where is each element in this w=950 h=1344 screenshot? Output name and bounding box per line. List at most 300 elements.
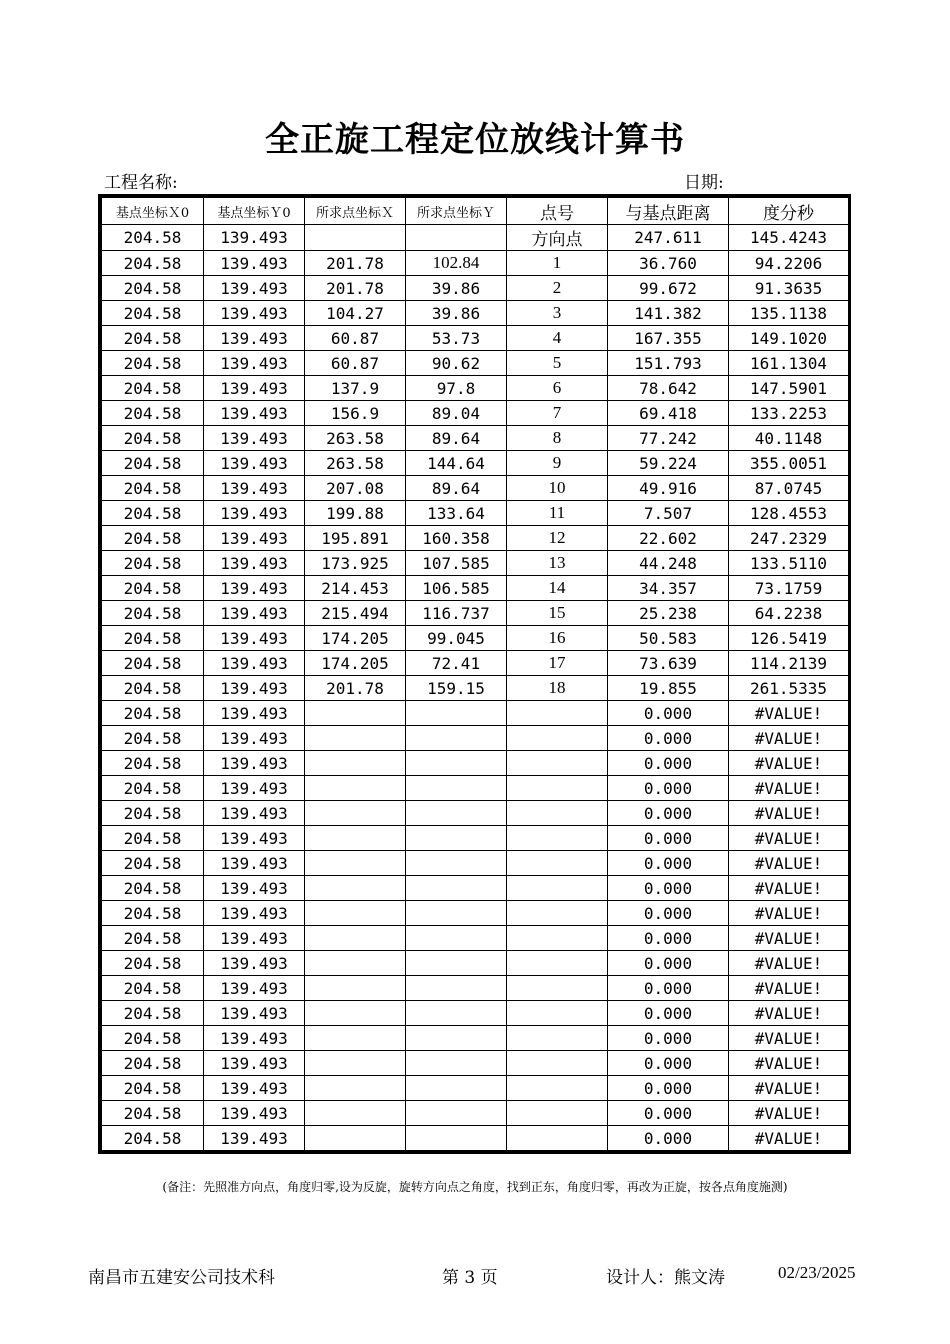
- cell-target-y: [406, 801, 507, 826]
- cell-angle-dms: 261.5335: [729, 676, 849, 701]
- cell-target-y: [406, 876, 507, 901]
- cell-point-no: [507, 1001, 608, 1026]
- cell-base-y: 139.493: [204, 1126, 305, 1151]
- cell-base-x: 204.58: [102, 651, 204, 676]
- cell-distance: 0.000: [608, 701, 729, 726]
- cell-angle-dms: 147.5901: [729, 376, 849, 401]
- cell-distance: 0.000: [608, 951, 729, 976]
- cell-distance: 0.000: [608, 1026, 729, 1051]
- cell-target-x: [305, 951, 406, 976]
- table-row: [102, 426, 849, 451]
- cell-target-y: 89.64: [406, 476, 507, 501]
- cell-target-x: [305, 1076, 406, 1101]
- cell-point-no: [507, 851, 608, 876]
- cell-angle-dms: #VALUE!: [729, 976, 849, 1001]
- cell-target-x: [305, 1001, 406, 1026]
- cell-angle-dms: #VALUE!: [729, 926, 849, 951]
- cell-base-x: 204.58: [102, 826, 204, 851]
- cell-target-y: 107.585: [406, 551, 507, 576]
- cell-angle-dms: 145.4243: [729, 225, 849, 251]
- cell-point-no: 4: [507, 326, 608, 351]
- cell-base-x: 204.58: [102, 526, 204, 551]
- cell-base-y: 139.493: [204, 1101, 305, 1126]
- cell-point-no: 3: [507, 301, 608, 326]
- cell-distance: 50.583: [608, 626, 729, 651]
- cell-point-no: 方向点: [507, 225, 608, 251]
- cell-angle-dms: 40.1148: [729, 426, 849, 451]
- cell-base-y: 139.493: [204, 751, 305, 776]
- cell-target-x: [305, 225, 406, 251]
- cell-base-x: 204.58: [102, 951, 204, 976]
- table-row: [102, 901, 849, 926]
- cell-target-y: [406, 1126, 507, 1151]
- cell-point-no: [507, 701, 608, 726]
- cell-target-y: 39.86: [406, 276, 507, 301]
- cell-target-x: [305, 926, 406, 951]
- cell-angle-dms: 355.0051: [729, 451, 849, 476]
- header-point-no: 点号: [507, 198, 608, 225]
- cell-angle-dms: 94.2206: [729, 251, 849, 276]
- footer-designer: 设计人：熊文涛: [606, 1268, 725, 1288]
- cell-angle-dms: 73.1759: [729, 576, 849, 601]
- cell-target-y: [406, 926, 507, 951]
- cell-base-y: 139.493: [204, 676, 305, 701]
- cell-base-x: 204.58: [102, 276, 204, 301]
- table-row: [102, 626, 849, 651]
- cell-base-x: 204.58: [102, 751, 204, 776]
- cell-distance: 99.672: [608, 276, 729, 301]
- table-row: [102, 551, 849, 576]
- table-row: [102, 701, 849, 726]
- header-target-x: 所求点坐标Ｘ: [305, 198, 406, 225]
- cell-base-y: 139.493: [204, 1026, 305, 1051]
- cell-base-x: 204.58: [102, 476, 204, 501]
- cell-base-y: 139.493: [204, 526, 305, 551]
- cell-point-no: 18: [507, 676, 608, 701]
- cell-base-x: 204.58: [102, 701, 204, 726]
- cell-point-no: 13: [507, 551, 608, 576]
- cell-base-y: 139.493: [204, 601, 305, 626]
- cell-base-y: 139.493: [204, 951, 305, 976]
- footer-page-number: 第 3 页: [442, 1268, 498, 1288]
- cell-angle-dms: 247.2329: [729, 526, 849, 551]
- cell-angle-dms: #VALUE!: [729, 1101, 849, 1126]
- cell-base-x: 204.58: [102, 1076, 204, 1101]
- cell-base-y: 139.493: [204, 1001, 305, 1026]
- cell-angle-dms: 87.0745: [729, 476, 849, 501]
- header-distance: 与基点距离: [608, 198, 729, 225]
- cell-target-x: 263.58: [305, 426, 406, 451]
- table-row: [102, 401, 849, 426]
- cell-target-x: [305, 1026, 406, 1051]
- cell-base-x: 204.58: [102, 401, 204, 426]
- cell-base-y: 139.493: [204, 576, 305, 601]
- table-row: [102, 726, 849, 751]
- cell-angle-dms: 133.5110: [729, 551, 849, 576]
- cell-distance: 34.357: [608, 576, 729, 601]
- footer-date: 02/23/2025: [778, 1263, 856, 1282]
- cell-angle-dms: #VALUE!: [729, 726, 849, 751]
- cell-point-no: [507, 1076, 608, 1101]
- cell-target-y: 159.15: [406, 676, 507, 701]
- cell-base-x: 204.58: [102, 551, 204, 576]
- cell-angle-dms: #VALUE!: [729, 951, 849, 976]
- cell-point-no: [507, 876, 608, 901]
- cell-angle-dms: 64.2238: [729, 601, 849, 626]
- cell-target-x: 201.78: [305, 676, 406, 701]
- cell-distance: 77.242: [608, 426, 729, 451]
- header-base-y: 基点坐标Ｙ0: [204, 198, 305, 225]
- cell-target-x: [305, 851, 406, 876]
- cell-point-no: [507, 1101, 608, 1126]
- cell-distance: 247.611: [608, 225, 729, 251]
- cell-target-y: [406, 776, 507, 801]
- table-row: [102, 801, 849, 826]
- cell-point-no: 16: [507, 626, 608, 651]
- table-row: [102, 225, 849, 251]
- page-title: 全正旋工程定位放线计算书: [265, 120, 685, 160]
- table-row: [102, 651, 849, 676]
- cell-point-no: 9: [507, 451, 608, 476]
- cell-distance: 167.355: [608, 326, 729, 351]
- table-row: [102, 676, 849, 701]
- cell-base-y: 139.493: [204, 976, 305, 1001]
- cell-point-no: 7: [507, 401, 608, 426]
- cell-point-no: [507, 826, 608, 851]
- cell-base-y: 139.493: [204, 551, 305, 576]
- cell-distance: 78.642: [608, 376, 729, 401]
- cell-base-y: 139.493: [204, 926, 305, 951]
- table-row: [102, 1101, 849, 1126]
- cell-point-no: [507, 1051, 608, 1076]
- cell-base-x: 204.58: [102, 376, 204, 401]
- cell-point-no: 12: [507, 526, 608, 551]
- cell-point-no: [507, 801, 608, 826]
- cell-target-y: 39.86: [406, 301, 507, 326]
- cell-point-no: 5: [507, 351, 608, 376]
- cell-target-x: [305, 826, 406, 851]
- cell-angle-dms: #VALUE!: [729, 1051, 849, 1076]
- table-row: [102, 526, 849, 551]
- cell-target-x: 104.27: [305, 301, 406, 326]
- cell-distance: 0.000: [608, 776, 729, 801]
- cell-base-x: 204.58: [102, 726, 204, 751]
- cell-target-y: 102.84: [406, 251, 507, 276]
- table-row: [102, 301, 849, 326]
- cell-distance: 0.000: [608, 826, 729, 851]
- cell-distance: 0.000: [608, 876, 729, 901]
- cell-base-x: 204.58: [102, 626, 204, 651]
- cell-angle-dms: #VALUE!: [729, 776, 849, 801]
- cell-point-no: [507, 1026, 608, 1051]
- cell-target-x: 214.453: [305, 576, 406, 601]
- table-row: [102, 376, 849, 401]
- cell-target-x: 60.87: [305, 351, 406, 376]
- cell-target-x: [305, 1051, 406, 1076]
- cell-angle-dms: #VALUE!: [729, 801, 849, 826]
- cell-base-x: 204.58: [102, 1101, 204, 1126]
- cell-base-x: 204.58: [102, 576, 204, 601]
- cell-target-y: [406, 701, 507, 726]
- table-row: [102, 476, 849, 501]
- table-row: [102, 326, 849, 351]
- cell-distance: 7.507: [608, 501, 729, 526]
- cell-base-y: 139.493: [204, 801, 305, 826]
- cell-target-y: [406, 1076, 507, 1101]
- cell-base-y: 139.493: [204, 301, 305, 326]
- cell-base-y: 139.493: [204, 776, 305, 801]
- cell-target-x: [305, 701, 406, 726]
- cell-point-no: 11: [507, 501, 608, 526]
- table-row: [102, 951, 849, 976]
- table-row: [102, 776, 849, 801]
- cell-base-y: 139.493: [204, 251, 305, 276]
- cell-target-y: 89.04: [406, 401, 507, 426]
- cell-base-x: 204.58: [102, 1051, 204, 1076]
- cell-point-no: [507, 901, 608, 926]
- cell-base-y: 139.493: [204, 225, 305, 251]
- cell-distance: 25.238: [608, 601, 729, 626]
- cell-distance: 0.000: [608, 751, 729, 776]
- cell-distance: 0.000: [608, 901, 729, 926]
- cell-target-x: 60.87: [305, 326, 406, 351]
- cell-target-x: [305, 726, 406, 751]
- cell-distance: 0.000: [608, 976, 729, 1001]
- cell-base-x: 204.58: [102, 451, 204, 476]
- remark-note: (备注：先照准方向点，角度归零,设为反旋，旋转方向点之角度，找到正东，角度归零，再改为正旋，按各点角度施测): [162, 1180, 788, 1194]
- cell-angle-dms: #VALUE!: [729, 851, 849, 876]
- cell-target-y: [406, 976, 507, 1001]
- cell-angle-dms: #VALUE!: [729, 1126, 849, 1151]
- cell-base-y: 139.493: [204, 901, 305, 926]
- cell-target-y: [406, 851, 507, 876]
- table-header-row: [102, 198, 849, 225]
- cell-target-y: [406, 726, 507, 751]
- cell-target-x: [305, 876, 406, 901]
- cell-target-y: [406, 751, 507, 776]
- cell-point-no: [507, 951, 608, 976]
- cell-point-no: [507, 926, 608, 951]
- cell-target-x: 195.891: [305, 526, 406, 551]
- table-row: [102, 576, 849, 601]
- cell-target-y: 133.64: [406, 501, 507, 526]
- cell-base-x: 204.58: [102, 1126, 204, 1151]
- header-angle-dms: 度分秒: [729, 198, 849, 225]
- cell-distance: 0.000: [608, 726, 729, 751]
- cell-angle-dms: 126.5419: [729, 626, 849, 651]
- cell-base-y: 139.493: [204, 651, 305, 676]
- cell-base-y: 139.493: [204, 826, 305, 851]
- cell-target-x: 207.08: [305, 476, 406, 501]
- cell-base-x: 204.58: [102, 351, 204, 376]
- table-row: [102, 976, 849, 1001]
- cell-distance: 0.000: [608, 1126, 729, 1151]
- cell-distance: 22.602: [608, 526, 729, 551]
- cell-base-x: 204.58: [102, 225, 204, 251]
- cell-distance: 141.382: [608, 301, 729, 326]
- cell-target-y: [406, 901, 507, 926]
- cell-point-no: 6: [507, 376, 608, 401]
- cell-point-no: 17: [507, 651, 608, 676]
- cell-distance: 0.000: [608, 1001, 729, 1026]
- table-row: [102, 451, 849, 476]
- cell-target-x: 263.58: [305, 451, 406, 476]
- cell-target-y: 90.62: [406, 351, 507, 376]
- cell-target-y: [406, 225, 507, 251]
- cell-target-y: 144.64: [406, 451, 507, 476]
- cell-target-x: 201.78: [305, 276, 406, 301]
- date-label: 日期:: [684, 173, 724, 193]
- cell-angle-dms: #VALUE!: [729, 876, 849, 901]
- table-row: [102, 501, 849, 526]
- cell-base-y: 139.493: [204, 476, 305, 501]
- footer-company: 南昌市五建安公司技术科: [88, 1268, 275, 1288]
- cell-target-x: [305, 1126, 406, 1151]
- cell-base-y: 139.493: [204, 626, 305, 651]
- cell-target-y: 97.8: [406, 376, 507, 401]
- cell-base-x: 204.58: [102, 801, 204, 826]
- cell-target-x: [305, 1101, 406, 1126]
- header-target-y: 所求点坐标Ｙ: [406, 198, 507, 225]
- cell-angle-dms: #VALUE!: [729, 751, 849, 776]
- cell-point-no: [507, 976, 608, 1001]
- calculation-table: [101, 197, 849, 1151]
- cell-base-y: 139.493: [204, 426, 305, 451]
- cell-point-no: [507, 1126, 608, 1151]
- cell-angle-dms: #VALUE!: [729, 1076, 849, 1101]
- table-row: [102, 1051, 849, 1076]
- cell-distance: 49.916: [608, 476, 729, 501]
- cell-distance: 69.418: [608, 401, 729, 426]
- cell-distance: 36.760: [608, 251, 729, 276]
- cell-distance: 0.000: [608, 1101, 729, 1126]
- cell-base-x: 204.58: [102, 776, 204, 801]
- cell-target-x: 137.9: [305, 376, 406, 401]
- cell-distance: 0.000: [608, 801, 729, 826]
- cell-base-y: 139.493: [204, 376, 305, 401]
- cell-target-y: [406, 1001, 507, 1026]
- cell-point-no: [507, 751, 608, 776]
- cell-base-y: 139.493: [204, 276, 305, 301]
- cell-base-y: 139.493: [204, 401, 305, 426]
- cell-target-y: [406, 1026, 507, 1051]
- cell-target-x: 215.494: [305, 601, 406, 626]
- cell-target-y: 53.73: [406, 326, 507, 351]
- table-row: [102, 1001, 849, 1026]
- cell-base-x: 204.58: [102, 426, 204, 451]
- cell-angle-dms: 149.1020: [729, 326, 849, 351]
- cell-angle-dms: 114.2139: [729, 651, 849, 676]
- table-row: [102, 351, 849, 376]
- cell-target-x: 201.78: [305, 251, 406, 276]
- cell-point-no: 14: [507, 576, 608, 601]
- cell-target-y: 99.045: [406, 626, 507, 651]
- cell-base-x: 204.58: [102, 251, 204, 276]
- cell-distance: 44.248: [608, 551, 729, 576]
- cell-target-y: 160.358: [406, 526, 507, 551]
- cell-target-y: [406, 826, 507, 851]
- cell-angle-dms: 91.3635: [729, 276, 849, 301]
- cell-base-x: 204.58: [102, 976, 204, 1001]
- cell-target-y: [406, 1051, 507, 1076]
- table-row: [102, 1126, 849, 1151]
- cell-target-x: [305, 901, 406, 926]
- cell-base-x: 204.58: [102, 326, 204, 351]
- cell-base-y: 139.493: [204, 876, 305, 901]
- cell-point-no: 2: [507, 276, 608, 301]
- cell-base-x: 204.58: [102, 501, 204, 526]
- cell-base-y: 139.493: [204, 1051, 305, 1076]
- cell-target-y: 106.585: [406, 576, 507, 601]
- cell-target-y: [406, 951, 507, 976]
- cell-distance: 0.000: [608, 926, 729, 951]
- cell-base-y: 139.493: [204, 851, 305, 876]
- table-row: [102, 926, 849, 951]
- cell-target-x: [305, 776, 406, 801]
- cell-base-y: 139.493: [204, 501, 305, 526]
- cell-angle-dms: 133.2253: [729, 401, 849, 426]
- cell-base-x: 204.58: [102, 1001, 204, 1026]
- cell-base-x: 204.58: [102, 601, 204, 626]
- table-row: [102, 1026, 849, 1051]
- cell-base-y: 139.493: [204, 726, 305, 751]
- cell-base-y: 139.493: [204, 326, 305, 351]
- cell-point-no: [507, 776, 608, 801]
- cell-target-x: 156.9: [305, 401, 406, 426]
- cell-angle-dms: #VALUE!: [729, 1026, 849, 1051]
- table-row: [102, 1076, 849, 1101]
- cell-target-x: 174.205: [305, 651, 406, 676]
- cell-distance: 0.000: [608, 1051, 729, 1076]
- table-row: [102, 876, 849, 901]
- cell-target-y: 89.64: [406, 426, 507, 451]
- cell-angle-dms: #VALUE!: [729, 1001, 849, 1026]
- cell-angle-dms: #VALUE!: [729, 901, 849, 926]
- cell-angle-dms: #VALUE!: [729, 701, 849, 726]
- cell-target-y: 116.737: [406, 601, 507, 626]
- cell-base-x: 204.58: [102, 1026, 204, 1051]
- cell-base-x: 204.58: [102, 876, 204, 901]
- cell-target-x: 173.925: [305, 551, 406, 576]
- table-row: [102, 826, 849, 851]
- cell-angle-dms: 128.4553: [729, 501, 849, 526]
- cell-distance: 19.855: [608, 676, 729, 701]
- cell-angle-dms: 161.1304: [729, 351, 849, 376]
- cell-target-x: [305, 801, 406, 826]
- cell-distance: 0.000: [608, 1076, 729, 1101]
- cell-distance: 73.639: [608, 651, 729, 676]
- header-base-x: 基点坐标Ｘ0: [102, 198, 204, 225]
- cell-point-no: 10: [507, 476, 608, 501]
- cell-point-no: [507, 726, 608, 751]
- cell-base-x: 204.58: [102, 301, 204, 326]
- project-name-label: 工程名称:: [104, 173, 178, 193]
- cell-target-x: [305, 751, 406, 776]
- cell-angle-dms: #VALUE!: [729, 826, 849, 851]
- cell-target-x: [305, 976, 406, 1001]
- cell-distance: 0.000: [608, 851, 729, 876]
- cell-target-y: [406, 1101, 507, 1126]
- calculation-table-frame: [98, 194, 851, 1154]
- table-row: [102, 251, 849, 276]
- cell-point-no: 8: [507, 426, 608, 451]
- cell-base-y: 139.493: [204, 1076, 305, 1101]
- table-row: [102, 276, 849, 301]
- cell-base-x: 204.58: [102, 926, 204, 951]
- cell-base-x: 204.58: [102, 676, 204, 701]
- cell-point-no: 1: [507, 251, 608, 276]
- cell-target-y: 72.41: [406, 651, 507, 676]
